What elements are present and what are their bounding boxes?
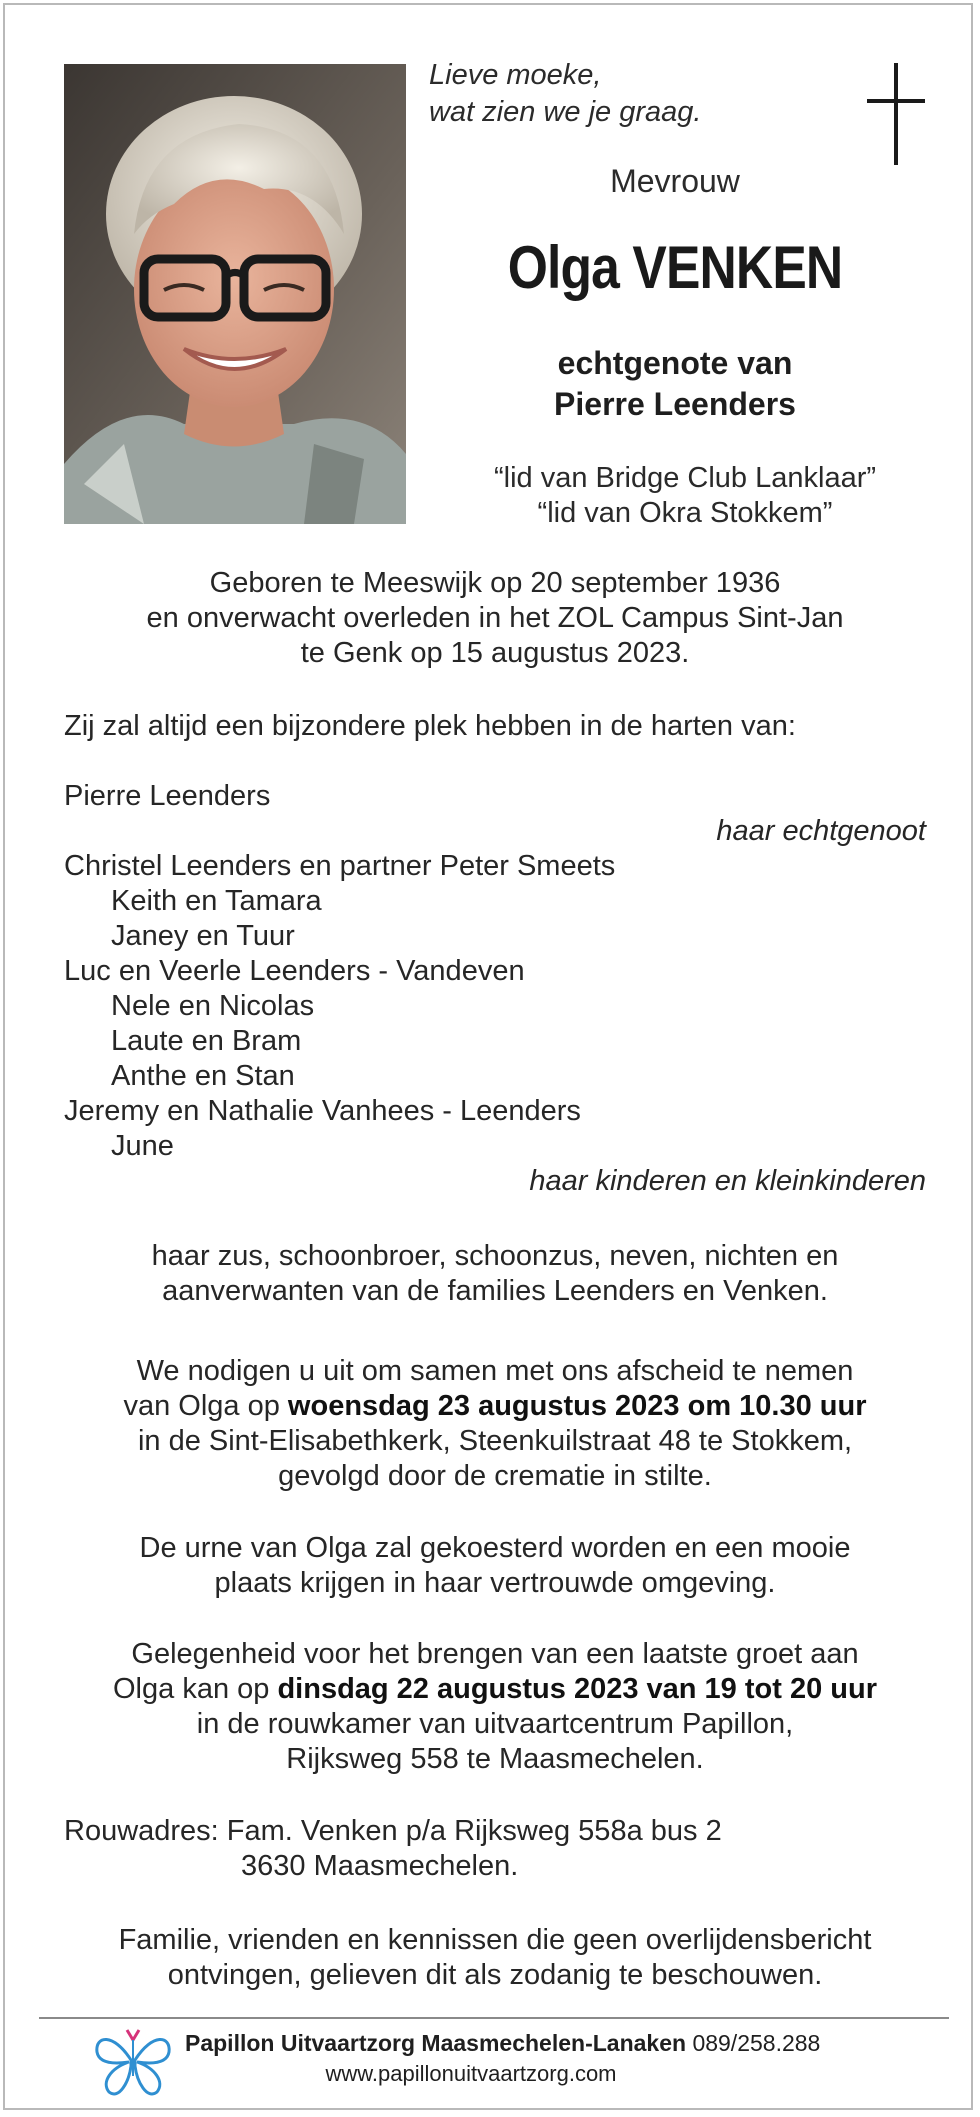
mourning-address <box>64 1814 926 1884</box>
spouse-name: Pierre Leenders <box>64 780 271 812</box>
spouse-line: Pierre Leenders <box>554 386 796 422</box>
visitation-line: in de rouwkamer van uitvaartcentrum Papillon, <box>196 1708 794 1740</box>
visitation-datetime: dinsdag 22 augustus 2023 van 19 tot 20 uur <box>277 1673 877 1705</box>
urn-line: De urne van Olga zal gekoesterd worden en een mooie <box>139 1532 851 1564</box>
spouse-info <box>435 343 915 425</box>
address-line: 3630 Maasmechelen. <box>241 1850 519 1882</box>
ceremony-info <box>64 1354 926 1494</box>
relatives-line: aanverwanten van de families Leenders en Venken. <box>162 1275 828 1307</box>
opening-quote <box>429 57 701 131</box>
ceremony-datetime: woensdag 23 augustus 2023 om 10.30 uur <box>287 1390 867 1422</box>
child-entry: Jeremy en Nathalie Vanhees - Leenders <box>64 1095 581 1127</box>
address-line: Rouwadres: Fam. Venken p/a Rijksweg 558a bus 2 <box>64 1815 722 1847</box>
visitation-line: Rijksweg 558 te Maasmechelen. <box>286 1743 704 1775</box>
family-list <box>64 779 926 1199</box>
birth-death-line: en onverwacht overleden in het ZOL Campus Sint-Jan <box>146 602 844 634</box>
footer-url[interactable]: www.papillonuitvaartzorg.com <box>325 2061 617 2086</box>
footer-company-line <box>185 2030 820 2057</box>
closing-notice <box>64 1923 926 1993</box>
visitation-info <box>64 1637 926 1777</box>
birth-death-info <box>64 566 926 671</box>
butterfly-logo-icon <box>93 2026 173 2098</box>
grandchild-entry: Laute en Bram <box>111 1025 302 1057</box>
family-intro: Zij zal altijd een bijzondere plek hebben in de harten van: <box>64 710 796 742</box>
visitation-pre: Olga kan op <box>113 1673 278 1705</box>
quote-line: Lieve moeke, <box>429 59 602 91</box>
title-prefix: Mevrouw <box>610 163 740 199</box>
deceased-name: Olga VENKEN <box>507 234 843 301</box>
visitation-date-line <box>64 1672 926 1707</box>
memberships <box>445 461 925 531</box>
notice-line: Familie, vrienden en kennissen die geen overlijdensbericht <box>118 1924 872 1956</box>
footer-phone: 089/258.288 <box>692 2030 821 2056</box>
notice-line: ontvingen, gelieven dit als zodanig te beschouwen. <box>167 1959 823 1991</box>
grandchild-entry: Anthe en Stan <box>111 1060 295 1092</box>
grandchild-entry: Janey en Tuur <box>111 920 295 952</box>
ceremony-line: gevolgd door de crematie in stilte. <box>278 1460 712 1492</box>
grandchild-entry: June <box>111 1130 174 1162</box>
ceremony-line: in de Sint-Elisabethkerk, Steenkuilstraat 48 te Stokkem, <box>137 1425 853 1457</box>
child-entry: Luc en Veerle Leenders - Vandeven <box>64 955 525 987</box>
grandchild-entry: Keith en Tamara <box>111 885 322 917</box>
latin-cross-icon <box>867 63 927 165</box>
birth-death-line: te Genk op 15 augustus 2023. <box>300 637 690 669</box>
ceremony-line: We nodigen u uit om samen met ons afscheid te nemen <box>136 1355 854 1387</box>
quote-line: wat zien we je graag. <box>429 96 702 128</box>
child-entry: Christel Leenders en partner Peter Smeets <box>64 850 616 882</box>
relatives-info <box>64 1239 926 1309</box>
footer-company: Papillon Uitvaartzorg Maasmechelen-Lanaken <box>185 2030 687 2056</box>
children-role: haar kinderen en kleinkinderen <box>529 1165 926 1197</box>
spouse-line: echtgenote van <box>557 345 793 381</box>
visitation-line: Gelegenheid voor het brengen van een laatste groet aan <box>131 1638 859 1670</box>
urn-info <box>64 1531 926 1601</box>
membership-line: “lid van Okra Stokkem” <box>537 497 833 529</box>
ceremony-date-line <box>64 1389 926 1424</box>
ceremony-pre: van Olga op <box>123 1390 288 1422</box>
membership-line: “lid van Bridge Club Lanklaar” <box>493 462 877 494</box>
birth-death-line: Geboren te Meeswijk op 20 september 1936 <box>209 567 781 599</box>
grandchild-entry: Nele en Nicolas <box>111 990 315 1022</box>
urn-line: plaats krijgen in haar vertrouwde omgeving. <box>214 1567 776 1599</box>
death-notice-card <box>3 3 973 2110</box>
spouse-role: haar echtgenoot <box>716 815 926 847</box>
portrait-photo <box>64 64 406 524</box>
footer-divider <box>39 2017 949 2019</box>
relatives-line: haar zus, schoonbroer, schoonzus, neven, nichten en <box>151 1240 839 1272</box>
